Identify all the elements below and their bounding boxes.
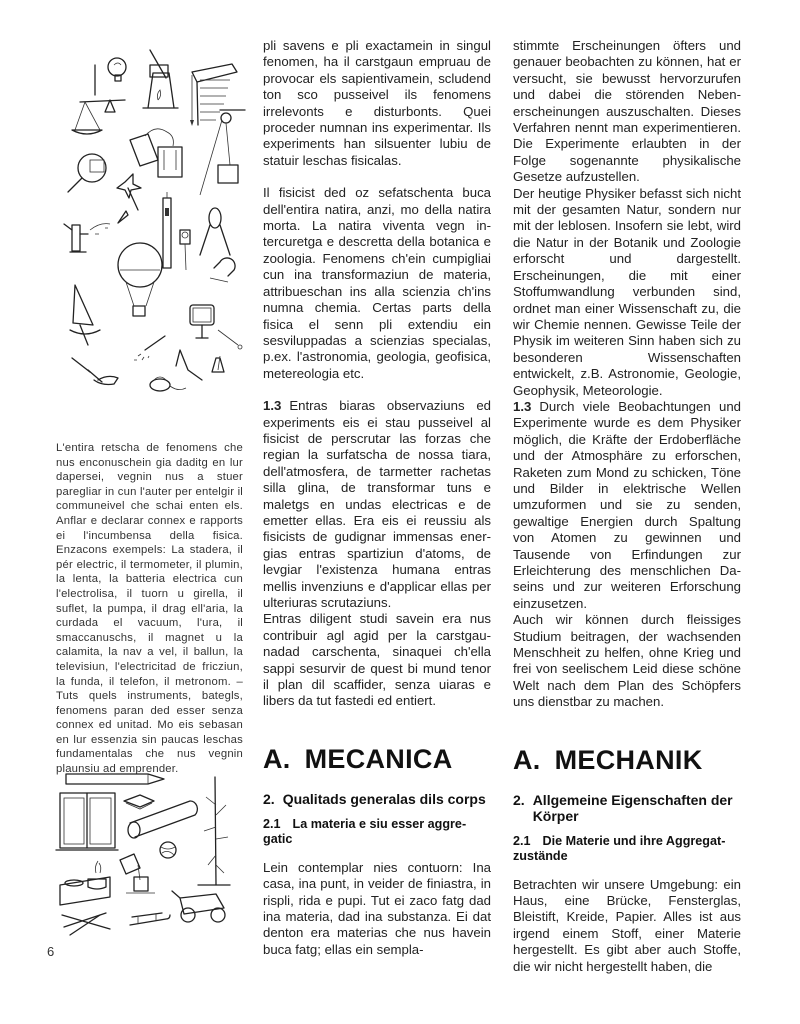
heading-number: 2. [513, 791, 525, 808]
heading-2-romansh [263, 791, 491, 807]
section-number: 1.3 [513, 398, 532, 414]
pouring-pot-icon [120, 854, 155, 893]
chapter-name: MECHANIK [554, 744, 703, 775]
needle-icon [218, 330, 242, 349]
sled-icon [130, 913, 170, 925]
friction-rod-icon [134, 336, 165, 360]
german-closing-paragraph: Auch wir können durch fleissiges Studium beitragen, der wachsenden Menschheit zu helfen, ohne Krieg und frei von seelischem Leid diese schöne Welt nach dem Plan des Schöpfers uns dienstbar zu machen. [513, 612, 741, 710]
battery-electrolysis-icon [130, 129, 182, 177]
section-number: 1.3 [263, 398, 282, 414]
heading-text: Allgemeine Eigenschaften der Körper [532, 791, 733, 824]
water-pump-icon [64, 224, 88, 252]
everyday-materials-illustration [30, 765, 250, 945]
ball-icon [160, 842, 176, 858]
chapter-title-romansh [263, 744, 491, 775]
german-paragraph-2: Der heutige Physiker befasst sich nicht mit der gesamten Natur, sondern nur mit der leblosen. Insofern sie lebt, wird die Natur in der Botanik und Zoologie erforscht und dargestellt. Erscheinungen, die mit einer Stoffumwandlung verbunden sind, ordnet man einer Wissenschaft zu, die wir Chemie nennen. Gewisse Teile der Physik im weiteren Sinn haben sich zu besonderen Wissenschaften entwickelt, z.B. Astronomie, Geologie, Geophysik, Meteorologie. [513, 185, 741, 398]
heading-2-german [513, 792, 741, 824]
pinwheel-icon [117, 174, 141, 210]
telephone-icon [150, 377, 186, 391]
romansh-section-1-3 [263, 398, 491, 611]
romansh-paragraph-2: Il fisicist ded oz sefatschenta buca dell'entira natira, anzi, mo della natira morta. La natira viventa vegn intercuretga e descretta della botanica e zoologia. Fenomens ch'ein cumpigliai cun ina transformaziun de materia, attribueschan ins alla scienzia ch'ins numna chemia. Certas parts della fisica el senn pli extendiu ein sesviluppadas a scienzias specialas, p.ex. l'astronomia, geologia, geofisica, metereologia etc. [263, 185, 491, 381]
sailboat-icon [70, 285, 100, 345]
heading-number: 2. [263, 790, 275, 807]
slingshot-icon [176, 350, 202, 380]
heading-2-1-romansh [263, 817, 491, 848]
chapter-letter: A. [263, 743, 291, 774]
book-icon [124, 795, 154, 809]
knitting-needles-icon [62, 913, 110, 935]
pulley-weight-icon [200, 110, 245, 195]
chapter-letter: A. [513, 744, 541, 775]
left-column [56, 441, 243, 777]
thermometer-burner-icon [143, 50, 178, 108]
romansh-closing-paragraph: Entras diligent studi savein era nus contribuir agl agid per la carstgaunadad carschenta, sinaquei ch'ella sappi sesurvir de quest bi mund tenor il plan dil scaffider, senza uiaras e libers da tut fastedi ed entiert. [263, 611, 491, 709]
magnifying-glass-icon [68, 154, 106, 192]
window-icon [56, 793, 118, 850]
section-text: Durch viele Beobachtungen und Experimente wurde es dem Physiker möglich, die Kräfte der Erdoberfläche und der Atmosphäre zu erforschen, Raketen zum Mond zu schicken, Töne und Bilder in elektrische Wellen umzuformen und sie zu senden, gewaltige Energien durch Spaltung von Atomen zu gewinnen und Tausende von Erfindungen zur Erleichterung des menschlichen Daseins und zur weiteren Erforschung einzusetzen. [513, 398, 741, 611]
german-paragraph-1: stimmte Erscheinungen öfters und genauer beobachten zu können, hat er versucht, sie bewusst hervorzurufen und dabei die störenden Nebenerscheinungen auszuschalten. Dieses Verfahren nennt man experimentieren. Die Experimente erlaubten in der Folge sogenannte physikalische Gesetze aufzustellen. [513, 38, 741, 185]
barometer-tube-icon [163, 192, 171, 268]
german-section-1-3 [513, 399, 741, 612]
plumb-line-wall-icon [190, 64, 237, 126]
heading-text: Die Materie und ihre Aggregatzustände [513, 833, 726, 864]
romansh-column [263, 38, 491, 958]
stove-pot-icon [60, 861, 110, 905]
corn-stalk-icon [198, 777, 230, 885]
heading-text: La materia e siu esser aggregatic [263, 816, 467, 847]
heading-2-1-german [513, 834, 741, 865]
caliper-icon [200, 208, 230, 255]
german-column [513, 38, 741, 975]
pendulum-clock-icon [180, 230, 190, 270]
television-icon [190, 305, 214, 338]
chapter-name: MECANICA [304, 743, 453, 774]
page-number: 6 [47, 944, 55, 959]
heading-number: 2.1 [263, 816, 281, 831]
physics-instruments-illustration [30, 20, 250, 430]
romansh-body-2-1: Lein contemplar nies contuorn: Ina casa, ina punt, in veider de finiastra, in rispli, rida e pupi. Tut ei zaco fatg dad ina materia, dad ina substanza. Ei dat denton era materias che nus havein buca fatg; ellas ein sempla- [263, 859, 491, 957]
feather-quill-icon [90, 211, 128, 234]
light-bulb-icon [108, 58, 126, 81]
heading-number: 2.1 [513, 833, 531, 848]
german-body-2-1: Betrachten wir unsere Umgebung: ein Haus, eine Brücke, Fensterglas, Bleistift, Kreide, Papier. Alles ist aus irgend einem Stoff, einer Materie hergestellt. Es gibt aber auch Stoffe, die wir nicht hergestellt haben, die [513, 876, 741, 974]
cart-icon [172, 891, 225, 922]
chapter-title-german [513, 745, 741, 776]
hand-pump-icon [72, 358, 118, 385]
romansh-paragraph-1: pli savens e pli exactamein in singul fenomen, ha il carstgaun empruau de provocar els sapientivamein, scludend ton sco pusseivel ils fenomens irrelevonts e disturbonts. Quei proceder numnan ins experimentar. Ils experiments han silsuenter lubiu de statuir leschas fisicalas. [263, 38, 491, 168]
metronome-icon [212, 356, 224, 372]
left-column-paragraph: L'entira retscha de fenomens che nus enconuschein gia daditg en lur dapersei, vegnin nus a stuer paregliar in cun l'auter per entelgir il communeivel che schai enten els. Anflar e declarar connex e rapports ei l'incumbensa della fisica. Enzacons exempels: La stadera, il pér electric, il termometer, il plumin, la lenta, la batteria electrica cun l'electrolisa, il tuorn u girella, il suflet, la pumpa, il drag ell'aria, la curdada el vacuum, l'ura, il smaccanuschs, il magnet u la calamita, la nav a vel, il ballun, la televisiun, l'electricitad de fricziun, la funda, il telefon, il metronom. – Tuts quels instruments, bategls, fenomens paran ded esser senza connex ed unitad. Mo eis sebasan en lur essenzia sin paucas leschas fundamentalas che nus vegnin plaunsiu ad emprender. [56, 442, 243, 776]
balloon-icon [118, 243, 162, 316]
magnet-icon [210, 258, 235, 282]
section-text: Entras biaras observaziuns ed experiments eis ei stau pusseivel al fisicist de perscrutar las forzas che regian la surfatscha de nossa tiara, dell'atmosfera, de tarmetter rachetas silla glina, de transformar tuns e maletgs en undas electricas e de emetter ellas. Era eis ei reussiu als fisicists de gudignar immensas energias entras spartiziun d'atoms, de levgiar l'existenza humana entras mellis invenziuns e d'applicar ellas per ulteriuras scrutaziuns. [263, 398, 491, 610]
pencil-icon [66, 774, 164, 784]
heading-text: Qualitads generalas dils corps [282, 790, 486, 807]
